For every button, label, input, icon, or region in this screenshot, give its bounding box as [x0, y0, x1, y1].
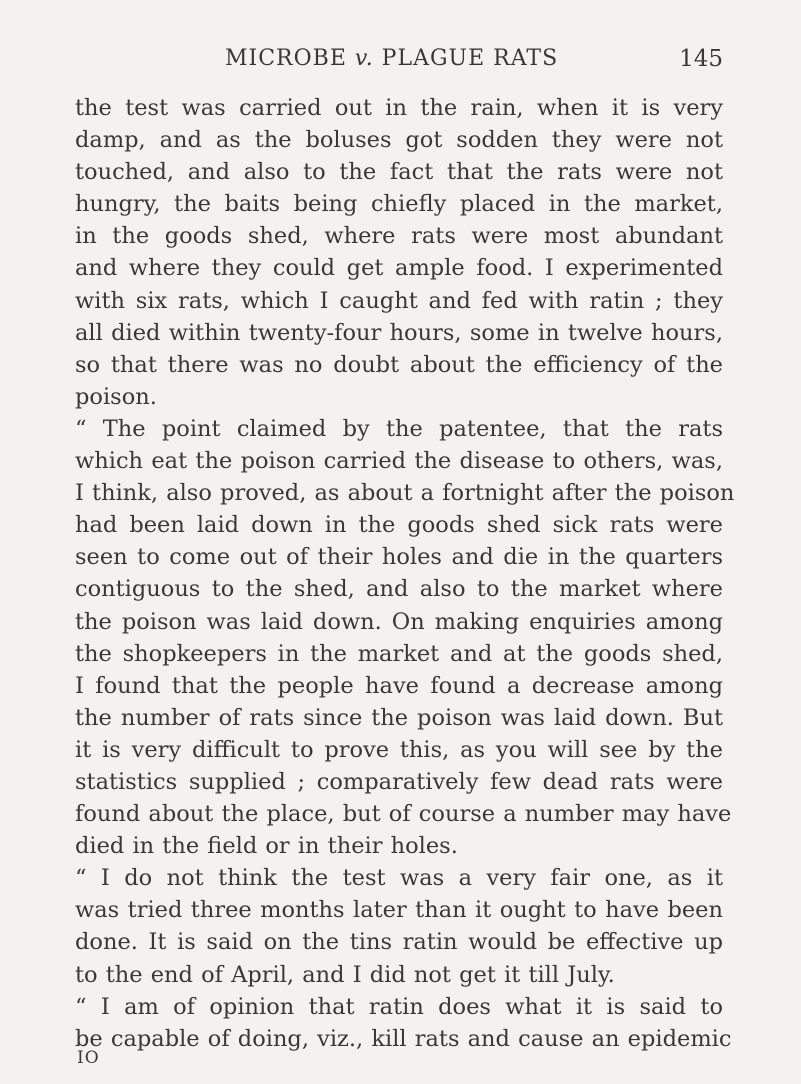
text-line: with six rats, which I caught and fed with ratin ; they: [75, 287, 723, 314]
text-line: “ I am of opinion that ratin does what it is said to: [75, 993, 723, 1020]
signature-mark: IO: [77, 1048, 100, 1068]
text-line: to the end of April, and I did not get it till July.: [75, 961, 615, 988]
text-line: the number of rats since the poison was laid down. But: [75, 704, 723, 731]
text-line: died in the field or in their holes.: [75, 833, 458, 860]
running-title-italic: v.: [354, 46, 374, 71]
text-line: contiguous to the shed, and also to the market where: [75, 576, 723, 603]
text-line: so that there was no doubt about the efficiency of the: [75, 351, 723, 378]
text-line: which eat the poison carried the disease to others, was,: [75, 448, 723, 475]
text-line: all died within twenty-four hours, some in twelve hours,: [75, 319, 723, 346]
text-line: touched, and also to the fact that the rats were not: [75, 159, 723, 186]
text-line: “ The point claimed by the patentee, that the rats: [75, 415, 723, 442]
text-line: was tried three months later than it ought to have been: [75, 897, 723, 924]
running-title: [225, 46, 558, 71]
body-text: [75, 92, 735, 1055]
running-header: [75, 46, 723, 78]
text-line: seen to come out of their holes and die in the quarters: [75, 544, 723, 571]
text-line: in the goods shed, where rats were most abundant: [75, 223, 723, 250]
text-line: damp, and as the boluses got sodden they were not: [75, 127, 723, 154]
text-line: I think, also proved, as about a fortnight after the poison: [75, 480, 735, 507]
text-line: done. It is said on the tins ratin would be effective up: [75, 929, 723, 956]
running-title-left: MICROBE: [225, 46, 355, 71]
text-line: had been laid down in the goods shed sick rats were: [75, 512, 723, 539]
text-line: the test was carried out in the rain, when it is very: [75, 95, 723, 121]
text-line: the poison was laid down. On making enquiries among: [75, 608, 723, 635]
text-line: the shopkeepers in the market and at the goods shed,: [75, 640, 723, 667]
text-line: and where they could get ample food. I experimented: [75, 255, 723, 282]
text-line: hungry, the baits being chiefly placed in the market,: [75, 191, 723, 218]
text-line: poison.: [75, 383, 157, 410]
text-line: “ I do not think the test was a very fair one, as it: [75, 865, 723, 892]
text-line: be capable of doing, viz., kill rats and cause an epidemic: [75, 1025, 732, 1052]
text-line: I found that the people have found a decrease among: [75, 672, 723, 699]
text-line: statistics supplied ; comparatively few dead rats were: [75, 768, 723, 795]
text-line: found about the place, but of course a number may have: [75, 801, 732, 828]
text-line: it is very difficult to prove this, as you will see by the: [75, 736, 723, 763]
running-title-right: PLAGUE RATS: [373, 46, 559, 71]
page-number: 145: [679, 46, 723, 72]
